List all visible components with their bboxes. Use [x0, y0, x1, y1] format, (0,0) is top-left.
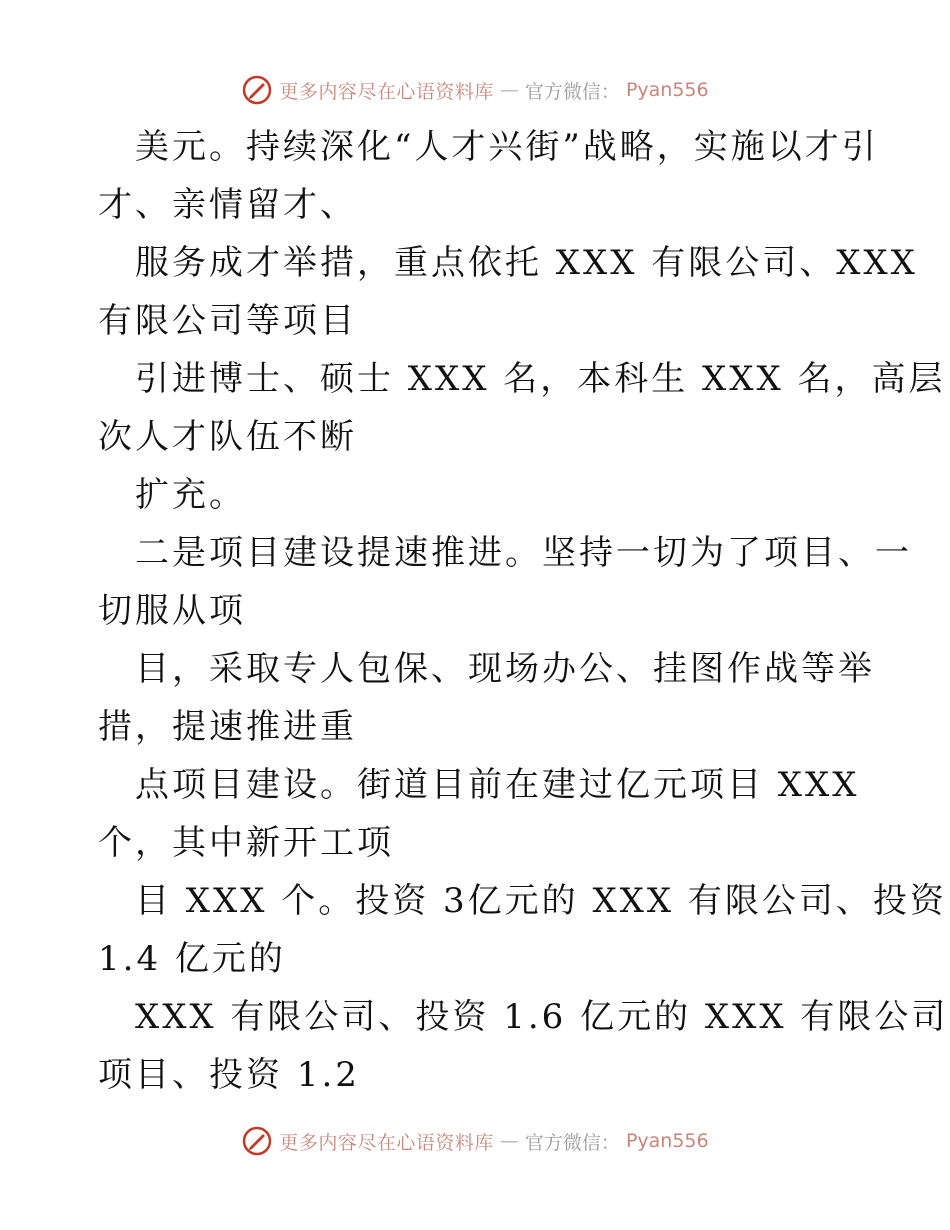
text-line: 引进博士、硕士 XXX 名，本科生 XXX 名，高层	[135, 359, 946, 399]
quill-logo-icon	[241, 74, 273, 106]
footer-watermark	[0, 1121, 950, 1161]
text-line: 个，其中新开工项	[98, 823, 394, 863]
watermark-wechat-label: 官方微信：	[524, 1131, 620, 1154]
text-line: 措，提速推进重	[98, 707, 357, 747]
watermark-wechat-label: 官方微信：	[524, 80, 620, 103]
text-line: 切服从项	[98, 591, 246, 631]
text-line: 服务成才举措，重点依托 XXX 有限公司、XXX	[135, 243, 918, 283]
quill-logo-icon	[241, 1125, 273, 1157]
text-line: 目 XXX 个。投资 3亿元的 XXX 有限公司、投资	[135, 881, 947, 921]
watermark-wechat-id: Pyan556	[625, 79, 709, 101]
text-line: 才、亲情留才、	[98, 185, 357, 225]
text-line: 扩充。	[135, 475, 246, 515]
text-line: 有限公司等项目	[98, 301, 357, 341]
text-line: 目，采取专人包保、现场办公、挂图作战等举	[135, 649, 875, 689]
document-body	[98, 118, 949, 1104]
watermark-site-text: 更多内容尽在心语资料库	[279, 80, 494, 103]
text-line: 项目、投资 1.2	[98, 1055, 360, 1095]
watermark-separator: —	[499, 1130, 519, 1152]
watermark-wechat-id: Pyan556	[625, 1130, 709, 1152]
text-line: 次人才队伍不断	[98, 417, 357, 457]
watermark-separator: —	[499, 79, 519, 101]
text-line: XXX 有限公司、投资 1.6 亿元的 XXX 有限公司	[135, 997, 949, 1037]
text-line: 1.4 亿元的	[98, 939, 286, 979]
watermark-site-text: 更多内容尽在心语资料库	[279, 1131, 494, 1154]
text-line: 点项目建设。街道目前在建过亿元项目 XXX	[135, 765, 860, 805]
header-watermark	[0, 70, 950, 110]
text-line: 二是项目建设提速推进。坚持一切为了项目、一	[135, 533, 912, 573]
text-line: 美元。持续深化“人才兴街”战略，实施以才引	[135, 127, 879, 167]
